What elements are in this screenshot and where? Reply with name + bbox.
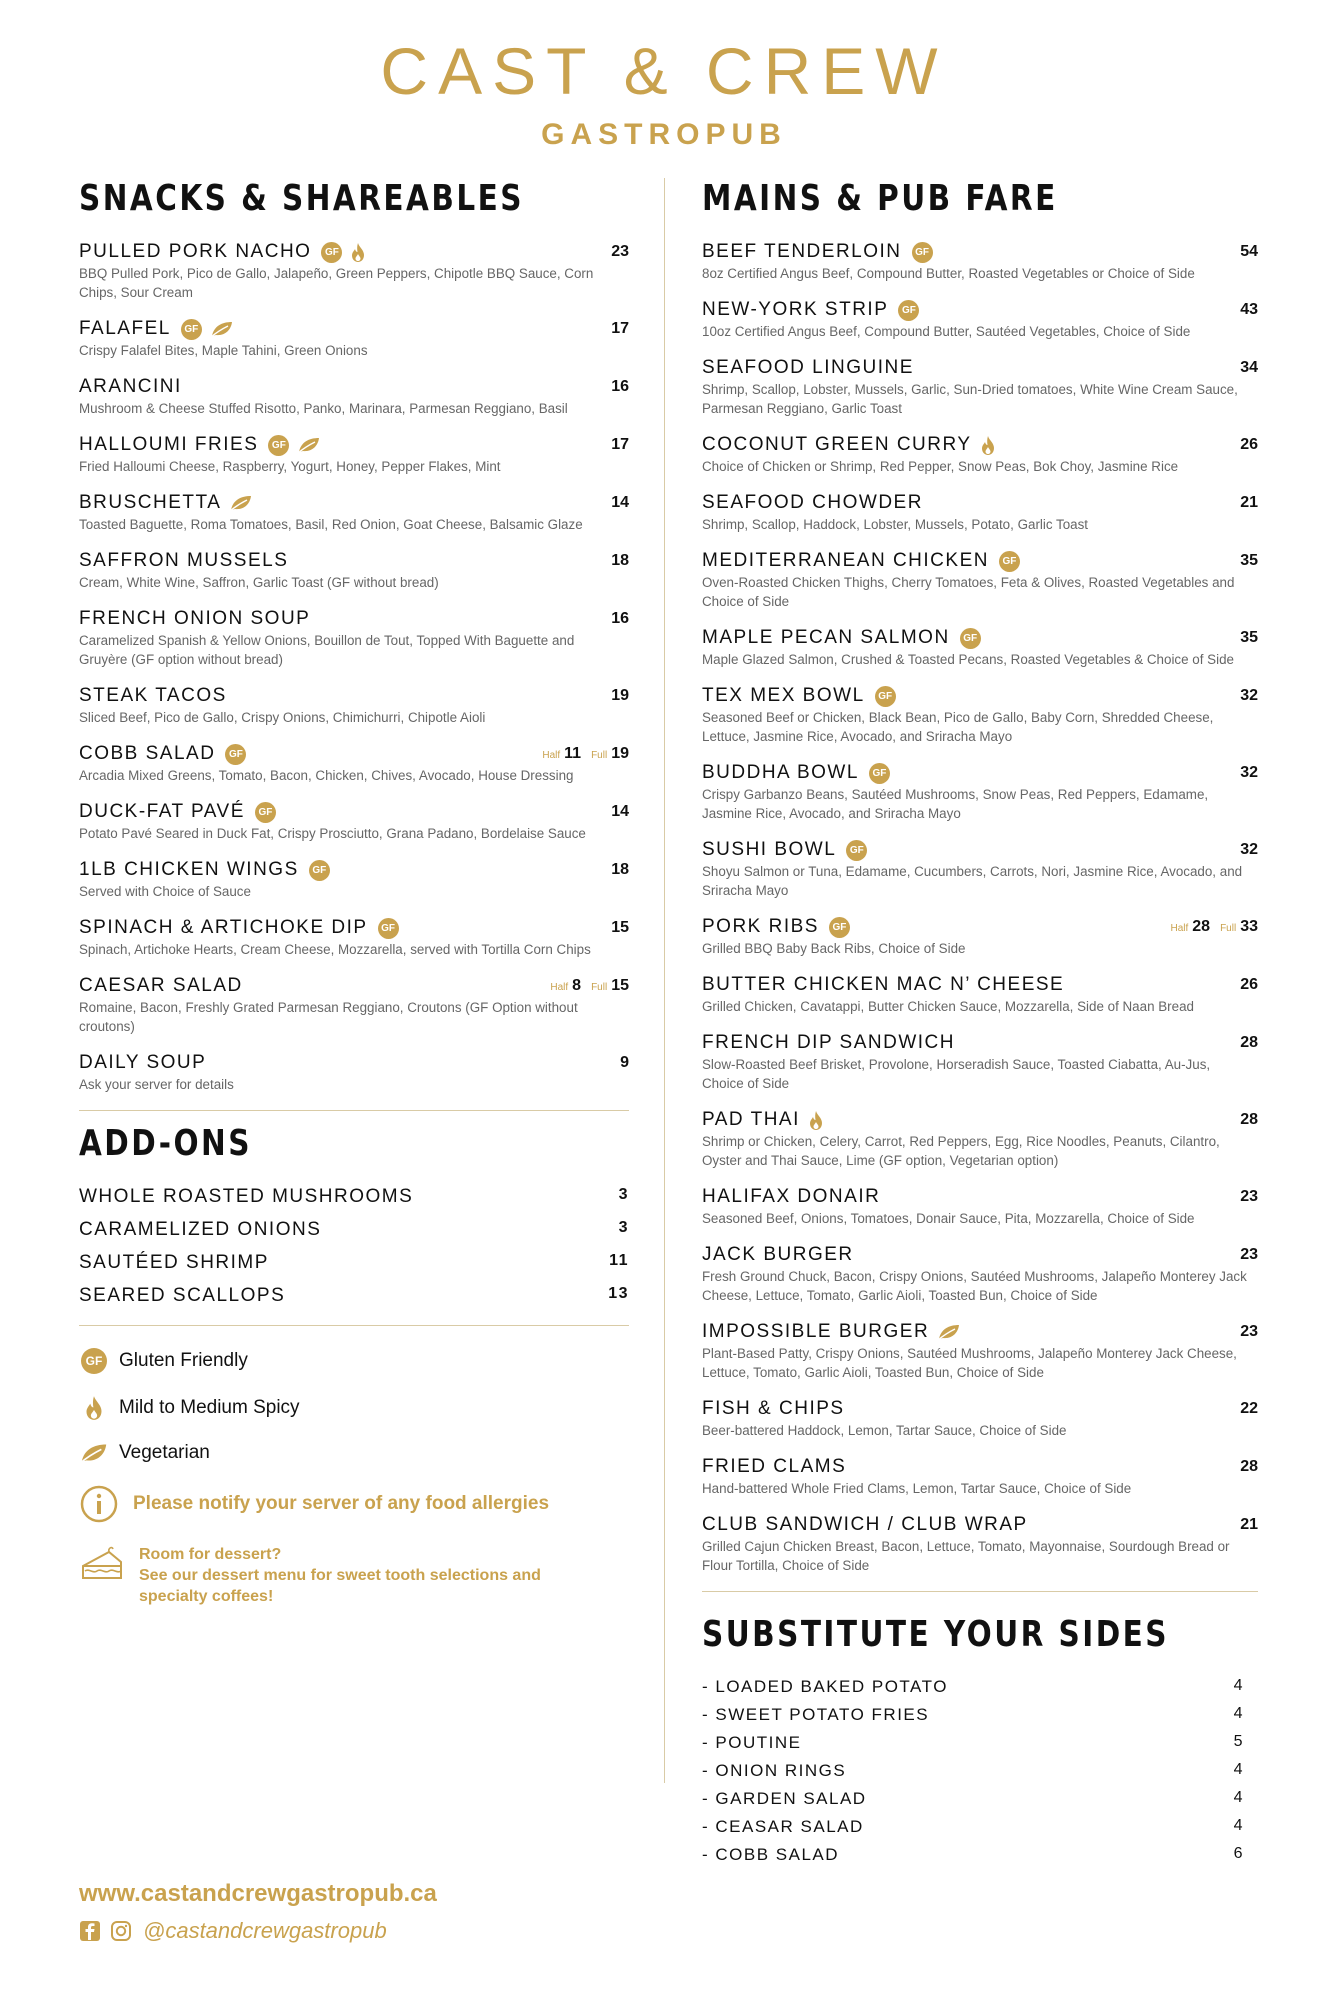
mains-list	[702, 241, 1258, 1575]
allergy-notice	[79, 1484, 629, 1524]
menu-item	[79, 917, 629, 959]
item-price: 34	[1240, 359, 1258, 376]
item-name: SEAFOOD LINGUINE	[702, 357, 914, 378]
item-name: FRENCH DIP SANDWICH	[702, 1032, 955, 1053]
dessert-line-2: specialty coffees!	[139, 1588, 274, 1605]
item-price: 23	[611, 243, 629, 260]
menu-item	[702, 357, 1258, 418]
item-description: 10oz Certified Angus Beef, Compound Butter, Sautéed Vegetables, Choice of Side	[702, 324, 1191, 339]
section-divider	[702, 1591, 1258, 1592]
legend	[79, 1348, 629, 1464]
gluten-friendly-icon: GF	[309, 860, 330, 881]
mains-title: MAINS & PUB FARE	[702, 178, 1058, 219]
addons-list	[79, 1186, 629, 1307]
item-description: 8oz Certified Angus Beef, Compound Butter, Roasted Vegetables or Choice of Side	[702, 266, 1195, 281]
item-description: Seasoned Beef, Onions, Tomatoes, Donair Sauce, Pita, Mozzarella, Choice of Side	[702, 1211, 1195, 1226]
item-price: 28	[1240, 1111, 1258, 1128]
item-name: FRIED CLAMS	[702, 1456, 847, 1477]
legend-veg	[79, 1442, 629, 1464]
item-description: Grilled BBQ Baby Back Ribs, Choice of Side	[702, 941, 966, 956]
item-description: Fresh Ground Chuck, Bacon, Crispy Onions, Sautéed Mushrooms, Jalapeño Monterey Jack Cheese, Lettuce, Tomato, Garlic Aioli, Toasted Bun, Choice of Side	[702, 1269, 1247, 1303]
item-description: Grilled Chicken, Cavatappi, Butter Chicken Sauce, Mozzarella, Side of Naan Bread	[702, 999, 1194, 1014]
item-name: CAESAR SALAD	[79, 975, 243, 996]
item-price: 21	[1240, 494, 1258, 511]
item-price	[540, 977, 629, 995]
half-label: Half	[550, 982, 569, 993]
full-price: 15	[611, 977, 629, 994]
item-description: Slow-Roasted Beef Brisket, Provolone, Horseradish Sauce, Toasted Ciabatta, Au-Jus, Choice of Side	[702, 1057, 1211, 1091]
leaf-icon	[297, 436, 321, 454]
item-description: Potato Pavé Seared in Duck Fat, Crispy Prosciutto, Grana Padano, Bordelaise Sauce	[79, 826, 586, 841]
item-price: 26	[1240, 436, 1258, 453]
gluten-friendly-icon: GF	[268, 435, 289, 456]
menu-item	[702, 1456, 1258, 1498]
side-row-price: 4	[1233, 1789, 1244, 1806]
menu-item	[702, 241, 1258, 283]
column-divider	[664, 178, 665, 1783]
item-description: Plant-Based Patty, Crispy Onions, Sautéed Mushrooms, Jalapeño Monterey Jack Cheese, Lettuce, Tomato, Garlic Aioli, Toasted Bun, Choice of Side	[702, 1346, 1237, 1380]
dessert-notice	[79, 1544, 629, 1607]
item-name: DAILY SOUP	[79, 1052, 207, 1073]
facebook-icon[interactable]	[79, 1920, 101, 1942]
item-name: BEEF TENDERLOIN	[702, 241, 902, 262]
item-description: Mushroom & Cheese Stuffed Risotto, Panko, Marinara, Parmesan Reggiano, Basil	[79, 401, 568, 416]
gluten-friendly-icon: GF	[846, 840, 867, 861]
side-row-name: - COBB SALAD	[702, 1845, 840, 1864]
item-description: Choice of Chicken or Shrimp, Red Pepper, Snow Peas, Bok Choy, Jasmine Rice	[702, 459, 1179, 474]
gluten-friendly-icon: GF	[999, 551, 1020, 572]
item-description: Fried Halloumi Cheese, Raspberry, Yogurt, Honey, Pepper Flakes, Mint	[79, 459, 501, 474]
gluten-friendly-icon: GF	[81, 1348, 107, 1374]
item-description: Shoyu Salmon or Tuna, Edamame, Cucumbers, Carrots, Nori, Jasmine Rice, Avocado, and Sriracha Mayo	[702, 864, 1243, 898]
item-price: 9	[620, 1054, 629, 1071]
item-price: 32	[1240, 687, 1258, 704]
gluten-friendly-icon: GF	[378, 918, 399, 939]
half-price: 8	[572, 977, 582, 994]
menu-item	[79, 608, 629, 669]
item-price: 19	[611, 687, 629, 704]
item-name: BUDDHA BOWL	[702, 762, 859, 783]
dessert-title: Room for dessert?	[139, 1546, 282, 1563]
item-description: Beer-battered Haddock, Lemon, Tartar Sauce, Choice of Side	[702, 1423, 1067, 1438]
menu-item	[79, 318, 629, 360]
item-description: Hand-battered Whole Fried Clams, Lemon, Tartar Sauce, Choice of Side	[702, 1481, 1132, 1496]
item-description: BBQ Pulled Pork, Pico de Gallo, Jalapeño, Green Peppers, Chipotle BBQ Sauce, Corn Chips, Sour Cream	[79, 266, 594, 300]
legend-spicy	[79, 1394, 629, 1422]
item-name: JACK BURGER	[702, 1244, 854, 1265]
full-label: Full	[591, 982, 608, 993]
leaf-icon	[210, 320, 234, 338]
side-row-name: - CEASAR SALAD	[702, 1817, 864, 1836]
item-description: Shrimp, Scallop, Haddock, Lobster, Mussels, Potato, Garlic Toast	[702, 517, 1089, 532]
menu-item	[702, 1398, 1258, 1440]
sides-list	[702, 1677, 1258, 1865]
item-price: 14	[611, 803, 629, 820]
side-row-price: 6	[1233, 1845, 1244, 1862]
item-price: 28	[1240, 1034, 1258, 1051]
item-description: Caramelized Spanish & Yellow Onions, Bouillon de Tout, Topped With Baguette and Gruyère (GF option without bread)	[79, 633, 575, 667]
brand-name: CAST & CREW	[380, 34, 948, 108]
item-name: HALLOUMI FRIES	[79, 434, 259, 455]
item-description: Crispy Falafel Bites, Maple Tahini, Green Onions	[79, 343, 368, 358]
item-name: BUTTER CHICKEN MAC N’ CHEESE	[702, 974, 1065, 995]
menu-item	[79, 550, 629, 592]
leaf-icon	[79, 1442, 109, 1464]
item-price: 23	[1240, 1246, 1258, 1263]
side-row-name: - ONION RINGS	[702, 1761, 847, 1780]
info-icon	[79, 1484, 119, 1524]
allergy-notice-text: Please notify your server of any food allergies	[133, 1493, 550, 1514]
addon-row-price: 11	[609, 1252, 629, 1269]
full-label: Full	[591, 750, 608, 761]
item-price: 32	[1240, 841, 1258, 858]
item-description: Seasoned Beef or Chicken, Black Bean, Pico de Gallo, Baby Corn, Shredded Cheese, Lettuce, Jasmine Rice, Avocado, and Sriracha Mayo	[702, 710, 1214, 744]
item-name: MAPLE PECAN SALMON	[702, 627, 950, 648]
item-description: Cream, White Wine, Saffron, Garlic Toast (GF without bread)	[79, 575, 439, 590]
menu-item	[79, 376, 629, 418]
item-price: 15	[611, 919, 629, 936]
item-price: 18	[611, 552, 629, 569]
section-divider	[79, 1110, 629, 1111]
brand-subtitle: GASTROPUB	[541, 118, 787, 151]
item-price: 22	[1240, 1400, 1258, 1417]
side-row-price: 4	[1233, 1677, 1244, 1694]
flame-icon	[808, 1110, 824, 1131]
item-price: 23	[1240, 1188, 1258, 1205]
half-label: Half	[1170, 923, 1189, 934]
half-price: 28	[1192, 918, 1211, 935]
cake-icon	[79, 1544, 125, 1584]
item-description: Served with Choice of Sauce	[79, 884, 251, 899]
item-name: HALIFAX DONAIR	[702, 1186, 881, 1207]
item-name: 1LB CHICKEN WINGS	[79, 859, 299, 880]
item-price: 18	[611, 861, 629, 878]
item-name: SUSHI BOWL	[702, 839, 837, 860]
menu-item	[79, 801, 629, 843]
side-row-price: 4	[1233, 1761, 1244, 1778]
item-name: SPINACH & ARTICHOKE DIP	[79, 917, 368, 938]
addon-row	[79, 1252, 629, 1274]
item-price: 54	[1240, 243, 1258, 260]
menu-item	[79, 434, 629, 476]
item-name: FRENCH ONION SOUP	[79, 608, 311, 629]
social-handle-row	[79, 1918, 387, 1944]
side-row-name: - GARDEN SALAD	[702, 1789, 867, 1808]
side-row	[702, 1733, 1258, 1753]
brand-header	[0, 34, 1328, 152]
flame-icon	[84, 1394, 104, 1422]
menu-item	[702, 974, 1258, 1016]
addon-row	[79, 1186, 629, 1208]
menu-item	[702, 1514, 1258, 1575]
addon-row	[79, 1285, 629, 1307]
item-name: PULLED PORK NACHO	[79, 241, 312, 262]
item-name: COBB SALAD	[79, 743, 216, 764]
item-description: Ask your server for details	[79, 1077, 234, 1092]
full-label: Full	[1220, 923, 1237, 934]
left-column	[79, 178, 629, 1607]
side-row	[702, 1677, 1258, 1697]
side-row	[702, 1845, 1258, 1865]
menu-item	[79, 685, 629, 727]
item-price: 16	[611, 378, 629, 395]
side-row-name: - SWEET POTATO FRIES	[702, 1705, 930, 1724]
gluten-friendly-icon: GF	[869, 763, 890, 784]
addon-row-price: 3	[618, 1186, 629, 1203]
item-name: PORK RIBS	[702, 916, 819, 937]
gluten-friendly-icon: GF	[181, 319, 202, 340]
side-row	[702, 1705, 1258, 1725]
leaf-icon	[229, 494, 253, 512]
item-name: ARANCINI	[79, 376, 182, 397]
gluten-friendly-icon: GF	[829, 917, 850, 938]
item-description: Toasted Baguette, Roma Tomatoes, Basil, Red Onion, Goat Cheese, Balsamic Glaze	[79, 517, 583, 532]
item-description: Sliced Beef, Pico de Gallo, Crispy Onions, Chimichurri, Chipotle Aioli	[79, 710, 486, 725]
menu-item	[702, 1244, 1258, 1305]
item-name: STEAK TACOS	[79, 685, 227, 706]
sides-title: SUBSTITUTE YOUR SIDES	[702, 1614, 1170, 1655]
side-row-price: 4	[1233, 1705, 1244, 1722]
side-row-name: - LOADED BAKED POTATO	[702, 1677, 948, 1696]
menu-item	[702, 1032, 1258, 1093]
item-name: FISH & CHIPS	[702, 1398, 845, 1419]
right-column	[702, 178, 1258, 1873]
legend-gf	[79, 1348, 629, 1374]
item-description: Shrimp or Chicken, Celery, Carrot, Red Peppers, Egg, Rice Noodles, Peanuts, Cilantro, Oyster and Thai Sauce, Lime (GF option, Vegetarian option)	[702, 1134, 1220, 1168]
side-row-name: - POUTINE	[702, 1733, 802, 1752]
menu-item	[702, 762, 1258, 823]
addons-title: ADD-ONS	[79, 1123, 252, 1164]
addon-row-name: SEARED SCALLOPS	[79, 1285, 286, 1306]
full-price: 33	[1240, 918, 1258, 935]
item-price	[1160, 918, 1258, 936]
item-price: 23	[1240, 1323, 1258, 1340]
addon-row-name: WHOLE ROASTED MUSHROOMS	[79, 1186, 414, 1207]
item-description: Shrimp, Scallop, Lobster, Mussels, Garlic, Sun-Dried tomatoes, White Wine Cream Sauce, Parmesan Reggiano, Garlic Toast	[702, 382, 1238, 416]
menu-item	[702, 1109, 1258, 1170]
item-name: SEAFOOD CHOWDER	[702, 492, 923, 513]
flame-icon	[350, 242, 366, 263]
item-description: Romaine, Bacon, Freshly Grated Parmesan Reggiano, Croutons (GF Option without croutons)	[79, 1000, 578, 1034]
full-price: 19	[611, 745, 629, 762]
menu-item	[79, 975, 629, 1036]
menu-item	[702, 627, 1258, 669]
menu-item	[79, 241, 629, 302]
addon-row-name: SAUTÉED SHRIMP	[79, 1252, 269, 1273]
item-name: MEDITERRANEAN CHICKEN	[702, 550, 989, 571]
item-name: FALAFEL	[79, 318, 171, 339]
legend-veg-label: Vegetarian	[119, 1442, 210, 1463]
item-price	[532, 745, 629, 763]
item-description: Arcadia Mixed Greens, Tomato, Bacon, Chicken, Chives, Avocado, House Dressing	[79, 768, 574, 783]
item-price: 21	[1240, 1516, 1258, 1533]
menu-item	[702, 434, 1258, 476]
gluten-friendly-icon: GF	[321, 242, 342, 263]
item-name: CLUB SANDWICH / CLUB WRAP	[702, 1514, 1028, 1535]
item-name: SAFFRON MUSSELS	[79, 550, 289, 571]
menu-item	[79, 859, 629, 901]
side-row	[702, 1817, 1258, 1837]
menu-item	[702, 1321, 1258, 1382]
menu-item	[702, 492, 1258, 534]
menu-item	[79, 743, 629, 785]
item-price: 14	[611, 494, 629, 511]
menu-item	[702, 916, 1258, 958]
item-price: 28	[1240, 1458, 1258, 1475]
snacks-list	[79, 241, 629, 1094]
gluten-friendly-icon: GF	[875, 686, 896, 707]
flame-icon	[980, 435, 996, 456]
item-description: Maple Glazed Salmon, Crushed & Toasted Pecans, Roasted Vegetables & Choice of Side	[702, 652, 1234, 667]
addon-row-name: CARAMELIZED ONIONS	[79, 1219, 322, 1240]
item-price: 43	[1240, 301, 1258, 318]
menu-item	[79, 492, 629, 534]
gluten-friendly-icon: GF	[912, 242, 933, 263]
addon-row-price: 3	[618, 1219, 629, 1236]
item-name: COCONUT GREEN CURRY	[702, 434, 972, 455]
website-link[interactable]: www.castandcrewgastropub.ca	[79, 1880, 437, 1907]
item-name: PAD THAI	[702, 1109, 800, 1130]
half-label: Half	[542, 750, 561, 761]
half-price: 11	[564, 745, 582, 762]
instagram-icon[interactable]	[109, 1920, 133, 1942]
item-description: Oven-Roasted Chicken Thighs, Cherry Tomatoes, Feta & Olives, Roasted Vegetables and Choice of Side	[702, 575, 1235, 609]
legend-gf-label: Gluten Friendly	[119, 1350, 248, 1371]
item-price: 26	[1240, 976, 1258, 993]
menu-item	[702, 1186, 1258, 1228]
item-description: Crispy Garbanzo Beans, Sautéed Mushrooms, Snow Peas, Red Peppers, Edamame, Jasmine Rice, Avocado, and Sriracha Mayo	[702, 787, 1209, 821]
side-row-price: 5	[1233, 1733, 1244, 1750]
item-price: 35	[1240, 552, 1258, 569]
gluten-friendly-icon: GF	[960, 628, 981, 649]
item-name: TEX MEX BOWL	[702, 685, 865, 706]
item-price: 35	[1240, 629, 1258, 646]
menu-item	[702, 839, 1258, 900]
side-row	[702, 1789, 1258, 1809]
dessert-line-1: See our dessert menu for sweet tooth selections and	[139, 1567, 541, 1584]
menu-item	[702, 685, 1258, 746]
item-name: BRUSCHETTA	[79, 492, 222, 513]
side-row-price: 4	[1233, 1817, 1244, 1834]
item-name: DUCK-FAT PAVÉ	[79, 801, 245, 822]
side-row	[702, 1761, 1258, 1781]
gluten-friendly-icon: GF	[898, 300, 919, 321]
leaf-icon	[937, 1323, 961, 1341]
section-divider	[79, 1325, 629, 1326]
item-name: IMPOSSIBLE BURGER	[702, 1321, 930, 1342]
item-price: 17	[611, 436, 629, 453]
item-price: 17	[611, 320, 629, 337]
menu-item	[702, 299, 1258, 341]
gluten-friendly-icon: GF	[255, 802, 276, 823]
addon-row-price: 13	[608, 1285, 629, 1302]
menu-item	[702, 550, 1258, 611]
addon-row	[79, 1219, 629, 1241]
snacks-title: SNACKS & SHAREABLES	[79, 178, 524, 219]
legend-spicy-label: Mild to Medium Spicy	[119, 1397, 300, 1418]
item-description: Grilled Cajun Chicken Breast, Bacon, Lettuce, Tomato, Mayonnaise, Sourdough Bread or Flour Tortilla, Choice of Side	[702, 1539, 1230, 1573]
menu-item	[79, 1052, 629, 1094]
item-price: 32	[1240, 764, 1258, 781]
item-name: NEW-YORK STRIP	[702, 299, 889, 320]
gluten-friendly-icon: GF	[225, 744, 246, 765]
social-handle[interactable]: @castandcrewgastropub	[143, 1918, 387, 1943]
item-price: 16	[611, 610, 629, 627]
item-description: Spinach, Artichoke Hearts, Cream Cheese, Mozzarella, served with Tortilla Corn Chips	[79, 942, 591, 957]
